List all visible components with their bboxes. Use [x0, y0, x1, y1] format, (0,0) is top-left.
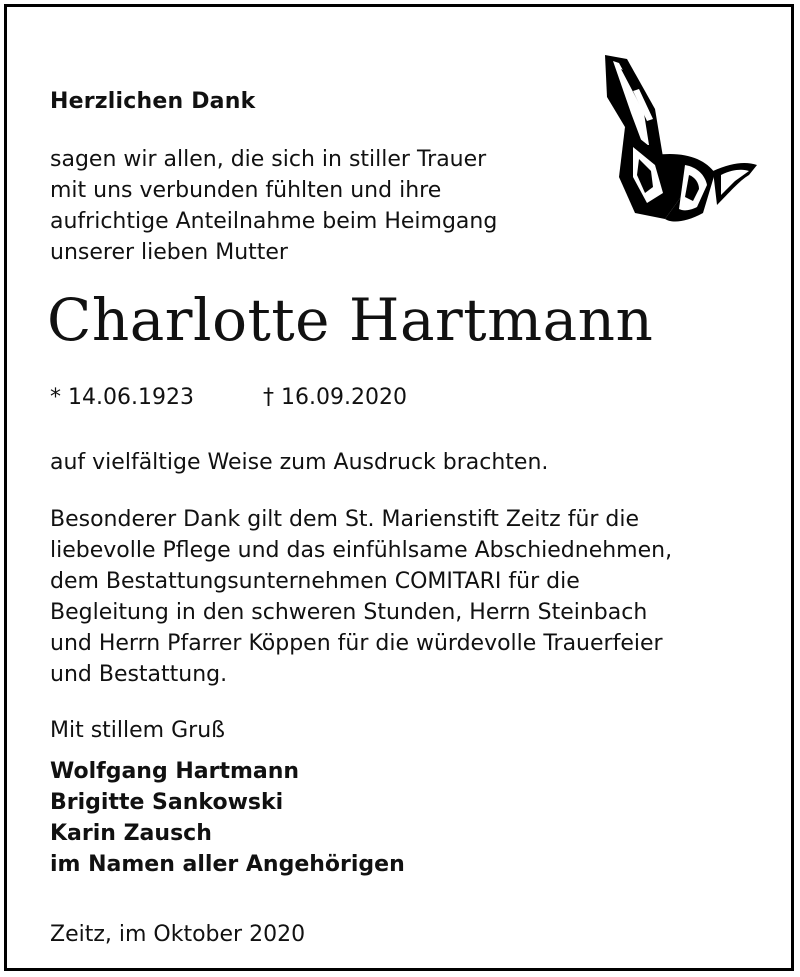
- greeting: Mit stillem Gruß: [50, 718, 225, 743]
- signer: Wolfgang Hartmann: [50, 759, 300, 784]
- deceased-name: Charlotte Hartmann: [47, 286, 654, 354]
- special-thanks-text: Besonderer Dank gilt dem St. Marienstift Zeitz für die liebevolle Pflege und das einfühlsame Abschiednehmen, dem Bestattungsunternehmen COMITARI für die Begleitung in den schweren Stunden, Herrn Steinbach und Herrn Pfarrer Köppen für die würdevolle Trauerfeier und Bestattung.: [50, 507, 673, 687]
- intro-text: sagen wir allen, die sich in stiller Trauer mit uns verbunden fühlten und ihre aufrichtige Anteilnahme beim Heimgang unserer lieben Mutter: [50, 147, 498, 265]
- signers-list: [50, 756, 405, 880]
- signer: im Namen aller Angehörigen: [50, 852, 405, 877]
- signer: Karin Zausch: [50, 821, 212, 846]
- place-date: Zeitz, im Oktober 2020: [50, 922, 306, 947]
- death-date: † 16.09.2020: [263, 385, 407, 410]
- thanks-heading: Herzlichen Dank: [50, 89, 256, 114]
- closing-line: auf vielfältige Weise zum Ausdruck brachten.: [50, 450, 549, 475]
- praying-hands-icon: [585, 47, 763, 225]
- obituary-card: [4, 4, 794, 971]
- signer: Brigitte Sankowski: [50, 790, 284, 815]
- birth-date: * 14.06.1923: [50, 385, 194, 410]
